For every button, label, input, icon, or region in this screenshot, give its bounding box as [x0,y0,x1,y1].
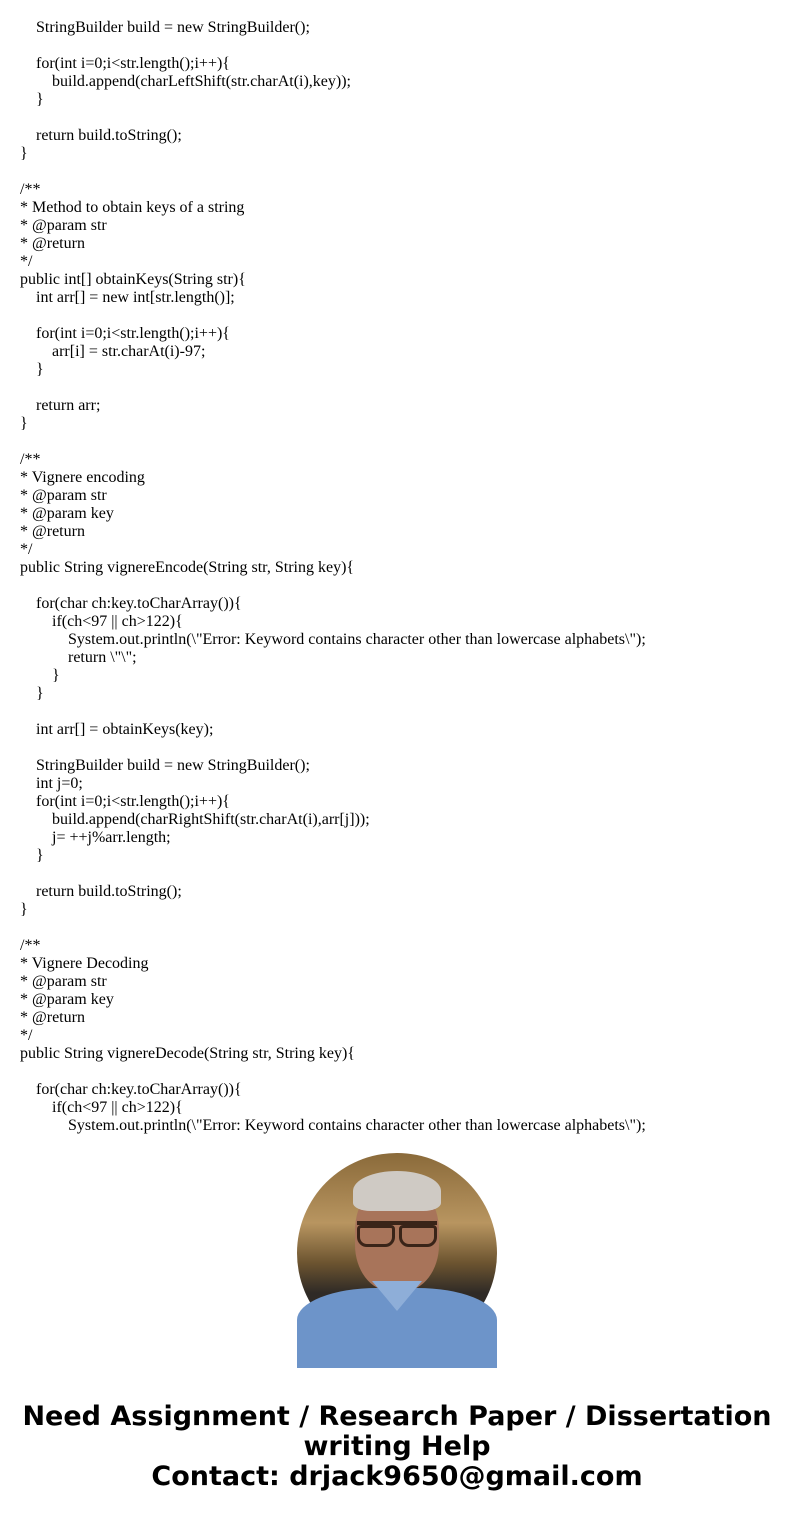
code-line: */ [20,253,33,270]
code-line: public int[] obtainKeys(String str){ [20,271,246,288]
code-line [0,37,794,55]
code-line [0,307,794,325]
code-line [0,433,794,451]
code-line: } [36,685,44,702]
code-line: } [20,415,28,432]
code-line: int arr[] = new int[str.length()]; [36,289,235,306]
promo-contact: Contact: drjack9650@gmail.com [151,1461,643,1492]
code-line: * Vignere Decoding [20,955,149,972]
code-line: j= ++j%arr.length; [52,829,171,846]
code-line: build.append(charLeftShift(str.charAt(i),key)); [52,73,351,90]
code-line: /** [20,181,41,198]
code-line: for(int i=0;i<str.length();i++){ [36,793,230,810]
code-line: int arr[] = obtainKeys(key); [36,721,214,738]
code-line: * Vignere encoding [20,469,145,486]
code-line: } [20,901,28,918]
code-line: * @param key [20,505,114,522]
code-line [0,865,794,883]
code-line: if(ch<97 || ch>122){ [52,1099,183,1116]
code-line: } [36,847,44,864]
code-line: } [36,361,44,378]
code-line: * @return [20,523,85,540]
code-line: * @param str [20,973,107,990]
code-line [0,109,794,127]
code-line: * @return [20,235,85,252]
code-line: * Method to obtain keys of a string [20,199,245,216]
code-line [0,379,794,397]
code-line [0,1063,794,1081]
code-line: */ [20,1027,33,1044]
code-line: public String vignereDecode(String str, String key){ [20,1045,355,1062]
code-line: /** [20,451,41,468]
code-line: arr[i] = str.charAt(i)-97; [52,343,206,360]
code-line: for(char ch:key.toCharArray()){ [36,595,242,612]
code-line: * @param str [20,217,107,234]
code-line: return build.toString(); [36,883,182,900]
code-line: System.out.println(\"Error: Keyword contains character other than lowercase alphabets\"); [68,1117,646,1134]
code-line [0,577,794,595]
code-line: public String vignereEncode(String str, String key){ [20,559,355,576]
code-line [0,703,794,721]
code-line: * @param str [20,487,107,504]
code-line: /** [20,937,41,954]
code-line: return build.toString(); [36,127,182,144]
code-line: * @return [20,1009,85,1026]
code-line: for(int i=0;i<str.length();i++){ [36,55,230,72]
code-line: } [52,667,60,684]
code-line: int j=0; [36,775,83,792]
code-line: for(char ch:key.toCharArray()){ [36,1081,242,1098]
code-line [0,739,794,757]
code-line [0,163,794,181]
code-line: build.append(charRightShift(str.charAt(i),arr[j])); [52,811,370,828]
promo-line-1: Need Assignment / Research Paper / Dissertation [22,1401,772,1432]
code-line: return \"\"; [68,649,137,666]
code-line: * @param key [20,991,114,1008]
code-line: StringBuilder build = new StringBuilder(); [36,757,310,774]
code-line: for(int i=0;i<str.length();i++){ [36,325,230,342]
code-line: return arr; [36,397,101,414]
promo-line-2: writing Help [303,1431,491,1462]
code-line: if(ch<97 || ch>122){ [52,613,183,630]
promo-banner [0,1402,794,1492]
code-line [0,919,794,937]
code-line: */ [20,541,33,558]
code-line: } [20,145,28,162]
code-line: } [36,91,44,108]
code-line: System.out.println(\"Error: Keyword contains character other than lowercase alphabets\"); [68,631,646,648]
author-photo [297,1153,497,1353]
code-line: StringBuilder build = new StringBuilder(); [36,19,310,36]
